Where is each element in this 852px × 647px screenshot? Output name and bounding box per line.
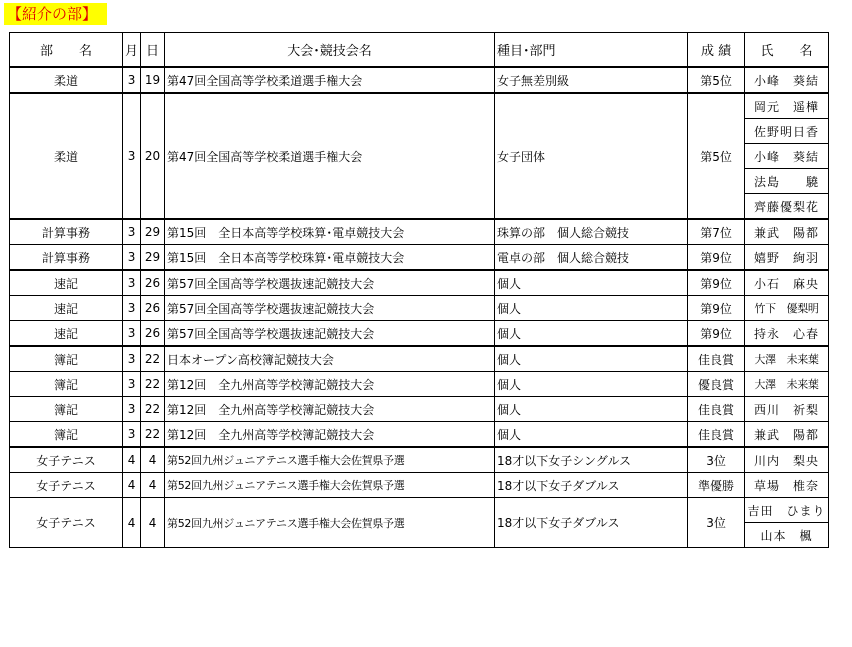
cell-month: 3 bbox=[123, 321, 141, 347]
header-day: 日 bbox=[141, 33, 165, 68]
cell-result: 第5位 bbox=[688, 67, 745, 93]
cell-event: 第52回九州ジュニアテニス選手権大会佐賀県予選 bbox=[165, 473, 495, 498]
header-row bbox=[10, 33, 829, 68]
cell-name: 岡元 遥樺 bbox=[745, 93, 829, 119]
cell-month: 3 bbox=[123, 219, 141, 245]
cell-month: 3 bbox=[123, 422, 141, 448]
cell-event: 日本オープン高校簿記競技大会 bbox=[165, 346, 495, 372]
header-club: 部 名 bbox=[10, 33, 123, 68]
cell-month: 3 bbox=[123, 346, 141, 372]
cell-name: 佐野明日香 bbox=[745, 119, 829, 144]
cell-name: 竹下 優梨明 bbox=[745, 296, 829, 321]
header-result: 成 績 bbox=[688, 33, 745, 68]
cell-day: 4 bbox=[141, 447, 165, 473]
cell-event: 第57回全国高等学校選抜速記競技大会 bbox=[165, 321, 495, 347]
cell-result: 佳良賞 bbox=[688, 422, 745, 448]
cell-name: 大澤 未来葉 bbox=[745, 372, 829, 397]
cell-event: 第52回九州ジュニアテニス選手権大会佐賀県予選 bbox=[165, 498, 495, 548]
cell-category: 個人 bbox=[495, 397, 688, 422]
cell-day: 26 bbox=[141, 321, 165, 347]
cell-result: 佳良賞 bbox=[688, 346, 745, 372]
cell-club: 女子テニス bbox=[10, 447, 123, 473]
cell-category: 電卓の部 個人総合競技 bbox=[495, 245, 688, 271]
table-row bbox=[10, 473, 829, 498]
cell-name: 小峰 葵結 bbox=[745, 144, 829, 169]
cell-month: 3 bbox=[123, 372, 141, 397]
cell-event: 第57回全国高等学校選抜速記競技大会 bbox=[165, 270, 495, 296]
cell-club: 簿記 bbox=[10, 372, 123, 397]
cell-day: 19 bbox=[141, 67, 165, 93]
cell-day: 22 bbox=[141, 372, 165, 397]
cell-day: 26 bbox=[141, 270, 165, 296]
cell-event: 第12回 全九州高等学校簿記競技大会 bbox=[165, 397, 495, 422]
table-row bbox=[10, 219, 829, 245]
cell-category: 個人 bbox=[495, 346, 688, 372]
cell-result: 第5位 bbox=[688, 93, 745, 219]
cell-category: 個人 bbox=[495, 296, 688, 321]
cell-day: 22 bbox=[141, 422, 165, 448]
cell-result: 第9位 bbox=[688, 321, 745, 347]
cell-result: 3位 bbox=[688, 447, 745, 473]
table-row bbox=[10, 372, 829, 397]
cell-result: 第7位 bbox=[688, 219, 745, 245]
cell-club: 計算事務 bbox=[10, 219, 123, 245]
cell-club: 女子テニス bbox=[10, 498, 123, 548]
cell-event: 第15回 全日本高等学校珠算･電卓競技大会 bbox=[165, 219, 495, 245]
cell-month: 3 bbox=[123, 296, 141, 321]
header-name: 氏 名 bbox=[745, 33, 829, 68]
cell-name: 草場 椎奈 bbox=[745, 473, 829, 498]
cell-category: 珠算の部 個人総合競技 bbox=[495, 219, 688, 245]
cell-day: 4 bbox=[141, 498, 165, 548]
awards-table bbox=[9, 32, 829, 548]
cell-name: 法島 驍 bbox=[745, 169, 829, 194]
cell-club: 簿記 bbox=[10, 397, 123, 422]
table-row bbox=[10, 245, 829, 271]
cell-category: 個人 bbox=[495, 270, 688, 296]
cell-category: 18才以下女子ダブルス bbox=[495, 473, 688, 498]
cell-day: 22 bbox=[141, 346, 165, 372]
cell-month: 3 bbox=[123, 245, 141, 271]
cell-club: 女子テニス bbox=[10, 473, 123, 498]
cell-category: 18才以下女子シングルス bbox=[495, 447, 688, 473]
cell-event: 第52回九州ジュニアテニス選手権大会佐賀県予選 bbox=[165, 447, 495, 473]
cell-club: 簿記 bbox=[10, 346, 123, 372]
cell-category: 個人 bbox=[495, 321, 688, 347]
cell-name: 小峰 葵結 bbox=[745, 67, 829, 93]
table-row bbox=[10, 498, 829, 523]
cell-name: 川内 梨央 bbox=[745, 447, 829, 473]
cell-month: 4 bbox=[123, 498, 141, 548]
table-row bbox=[10, 270, 829, 296]
cell-event: 第15回 全日本高等学校珠算･電卓競技大会 bbox=[165, 245, 495, 271]
table-row bbox=[10, 296, 829, 321]
cell-result: 第9位 bbox=[688, 296, 745, 321]
cell-club: 柔道 bbox=[10, 67, 123, 93]
header-event: 大会･競技会名 bbox=[165, 33, 495, 68]
cell-month: 3 bbox=[123, 67, 141, 93]
cell-month: 3 bbox=[123, 93, 141, 219]
cell-name: 兼武 陽都 bbox=[745, 219, 829, 245]
cell-month: 4 bbox=[123, 447, 141, 473]
cell-category: 18才以下女子ダブルス bbox=[495, 498, 688, 548]
cell-category: 個人 bbox=[495, 422, 688, 448]
cell-result: 優良賞 bbox=[688, 372, 745, 397]
header-month: 月 bbox=[123, 33, 141, 68]
cell-club: 柔道 bbox=[10, 93, 123, 219]
cell-result: 3位 bbox=[688, 498, 745, 548]
cell-day: 26 bbox=[141, 296, 165, 321]
cell-result: 準優勝 bbox=[688, 473, 745, 498]
cell-name: 持永 心春 bbox=[745, 321, 829, 347]
cell-club: 計算事務 bbox=[10, 245, 123, 271]
cell-category: 女子無差別級 bbox=[495, 67, 688, 93]
cell-event: 第47回全国高等学校柔道選手権大会 bbox=[165, 93, 495, 219]
cell-day: 29 bbox=[141, 245, 165, 271]
cell-result: 第9位 bbox=[688, 245, 745, 271]
cell-club: 速記 bbox=[10, 270, 123, 296]
cell-event: 第12回 全九州高等学校簿記競技大会 bbox=[165, 372, 495, 397]
cell-month: 4 bbox=[123, 473, 141, 498]
cell-name: 大澤 未来葉 bbox=[745, 346, 829, 372]
table-row bbox=[10, 93, 829, 119]
cell-event: 第47回全国高等学校柔道選手権大会 bbox=[165, 67, 495, 93]
table-row bbox=[10, 67, 829, 93]
cell-month: 3 bbox=[123, 397, 141, 422]
cell-result: 第9位 bbox=[688, 270, 745, 296]
cell-day: 4 bbox=[141, 473, 165, 498]
cell-month: 3 bbox=[123, 270, 141, 296]
cell-name: 嬉野 絢羽 bbox=[745, 245, 829, 271]
cell-name: 齊藤優梨花 bbox=[745, 194, 829, 220]
cell-event: 第57回全国高等学校選抜速記競技大会 bbox=[165, 296, 495, 321]
cell-category: 個人 bbox=[495, 372, 688, 397]
cell-name: 西川 祈梨 bbox=[745, 397, 829, 422]
table-row bbox=[10, 447, 829, 473]
cell-day: 22 bbox=[141, 397, 165, 422]
cell-name: 山本 楓 bbox=[745, 523, 829, 548]
cell-name: 兼武 陽都 bbox=[745, 422, 829, 448]
cell-category: 女子団体 bbox=[495, 93, 688, 219]
header-category: 種目･部門 bbox=[495, 33, 688, 68]
cell-club: 速記 bbox=[10, 321, 123, 347]
table-row bbox=[10, 321, 829, 347]
section-title: 【紹介の部】 bbox=[4, 3, 107, 25]
cell-name: 小石 麻央 bbox=[745, 270, 829, 296]
cell-name: 吉田 ひまり bbox=[745, 498, 829, 523]
cell-result: 佳良賞 bbox=[688, 397, 745, 422]
cell-club: 簿記 bbox=[10, 422, 123, 448]
cell-event: 第12回 全九州高等学校簿記競技大会 bbox=[165, 422, 495, 448]
cell-club: 速記 bbox=[10, 296, 123, 321]
table-row bbox=[10, 397, 829, 422]
table-row bbox=[10, 422, 829, 448]
table-row bbox=[10, 346, 829, 372]
cell-day: 20 bbox=[141, 93, 165, 219]
cell-day: 29 bbox=[141, 219, 165, 245]
